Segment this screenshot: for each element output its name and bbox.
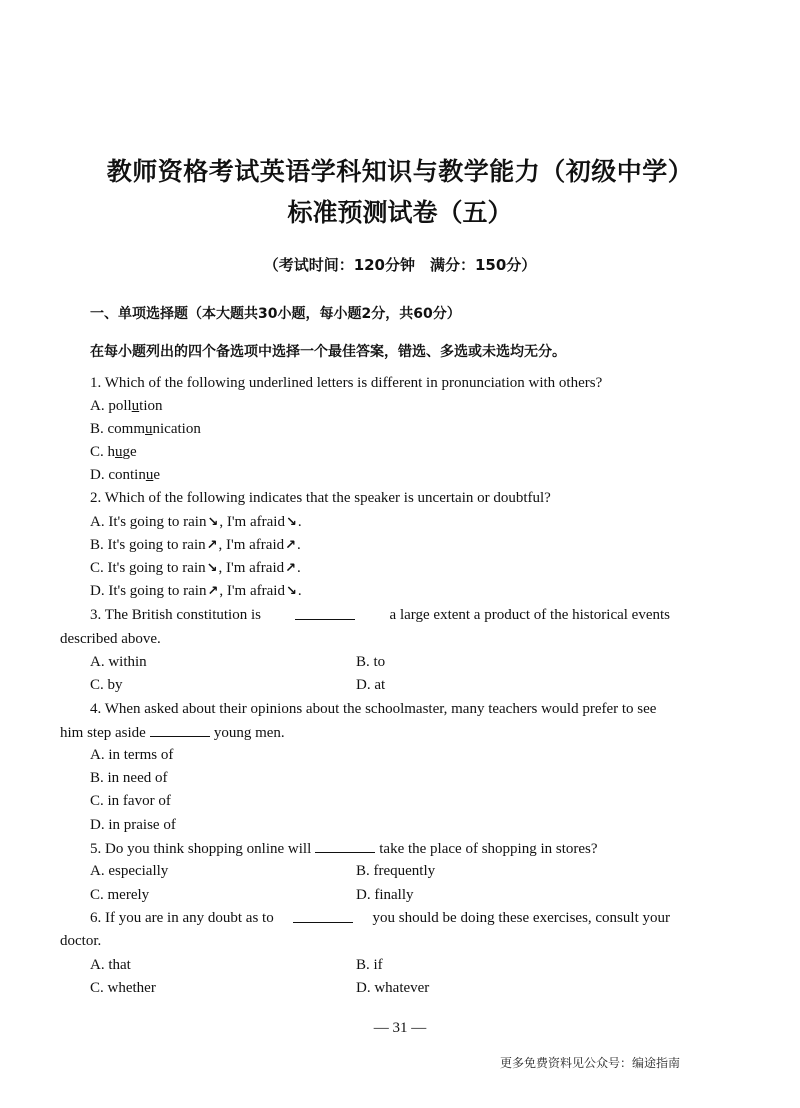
underlined-letter: u bbox=[145, 421, 153, 437]
rising-tone-icon: ↗ bbox=[207, 584, 219, 599]
falling-tone-icon: ↘ bbox=[207, 515, 219, 530]
question-4-option-c: C. in favor of bbox=[90, 793, 171, 809]
option-text: , I'm afraid bbox=[219, 583, 285, 599]
question-4-option-a: A. in terms of bbox=[90, 747, 174, 763]
stem-text: 6. If you are in any doubt as to bbox=[90, 910, 274, 926]
option-text: . bbox=[297, 514, 302, 530]
answer-blank bbox=[315, 840, 375, 853]
exam-info: （考试时间：120分钟 满分：150分） bbox=[263, 256, 537, 274]
question-5-option-b: B. frequently bbox=[356, 863, 436, 879]
option-text: ge bbox=[122, 444, 137, 460]
option-text: A. poll bbox=[90, 398, 132, 414]
falling-tone-icon: ↘ bbox=[285, 584, 297, 599]
question-1-option-b bbox=[90, 421, 201, 438]
question-5-stem bbox=[90, 840, 598, 858]
stem-text: you should be doing these exercises, consult your bbox=[372, 910, 670, 926]
question-2-stem: 2. Which of the following indicates that the speaker is uncertain or doubtful? bbox=[90, 490, 551, 506]
option-text: C. It's going to rain bbox=[90, 560, 206, 576]
underlined-letter: u bbox=[115, 444, 123, 460]
question-3-stem-continued: described above. bbox=[60, 631, 161, 647]
option-text: nication bbox=[152, 421, 201, 437]
option-text: B. It's going to rain bbox=[90, 537, 206, 553]
question-6-option-c: C. whether bbox=[90, 980, 156, 996]
question-3-option-b: B. to bbox=[356, 654, 386, 670]
falling-tone-icon: ↘ bbox=[285, 515, 297, 530]
underlined-letter: u bbox=[131, 398, 140, 414]
question-4-option-d: D. in praise of bbox=[90, 817, 176, 833]
answer-blank bbox=[150, 724, 210, 737]
rising-tone-icon: ↗ bbox=[206, 538, 218, 553]
stem-text: him step aside bbox=[60, 725, 146, 741]
promo-text: 更多免费资料见公众号：编途指南 bbox=[500, 1056, 681, 1070]
answer-blank bbox=[295, 607, 355, 620]
question-3-option-c: C. by bbox=[90, 677, 123, 693]
question-3-option-a: A. within bbox=[90, 654, 147, 670]
question-5-option-a: A. especially bbox=[90, 863, 169, 879]
question-1-option-a bbox=[90, 398, 163, 415]
question-5-option-c: C. merely bbox=[90, 887, 150, 903]
option-text: . bbox=[297, 560, 301, 576]
option-text: , I'm afraid bbox=[218, 537, 285, 553]
section-heading: 一、单项选择题（本大题共30小题，每小题2分，共60分） bbox=[90, 306, 461, 322]
question-5-option-d: D. finally bbox=[356, 887, 414, 903]
option-text: C. h bbox=[90, 444, 116, 460]
paper-subtitle: 标准预测试卷（五） bbox=[287, 198, 513, 227]
section-instruction: 在每小题列出的四个备选项中选择一个最佳答案，错选、多选或未选均无分。 bbox=[90, 344, 566, 360]
question-6-option-d: D. whatever bbox=[356, 980, 430, 996]
answer-blank bbox=[293, 910, 353, 923]
question-1-stem: 1. Which of the following underlined letters is different in pronunciation with others? bbox=[90, 375, 603, 391]
option-text: D. contin bbox=[90, 467, 146, 483]
stem-text: young men. bbox=[213, 725, 285, 741]
question-4-stem-continued bbox=[60, 724, 285, 742]
option-text: A. It's going to rain bbox=[90, 514, 207, 530]
option-text: , I'm afraid bbox=[218, 560, 285, 576]
paper-title: 教师资格考试英语学科知识与教学能力（初级中学） bbox=[106, 157, 694, 186]
question-2-option-d bbox=[90, 583, 302, 600]
stem-text: 3. The British constitution is bbox=[90, 607, 261, 623]
rising-tone-icon: ↗ bbox=[285, 561, 297, 576]
question-1-option-d bbox=[90, 467, 160, 484]
question-2-option-a bbox=[90, 514, 302, 531]
underlined-letter: u bbox=[145, 467, 154, 483]
question-6-stem-continued: doctor. bbox=[60, 933, 102, 949]
question-2-option-b bbox=[90, 537, 301, 554]
option-text: . bbox=[297, 537, 301, 553]
option-text: tion bbox=[139, 398, 163, 414]
stem-text: a large extent a product of the historical events bbox=[389, 607, 670, 623]
question-1-option-c bbox=[90, 444, 137, 461]
option-text: D. It's going to rain bbox=[90, 583, 207, 599]
option-text: e bbox=[153, 467, 160, 483]
option-text: B. comm bbox=[90, 421, 145, 437]
falling-tone-icon: ↘ bbox=[206, 561, 218, 576]
option-text: , I'm afraid bbox=[219, 514, 285, 530]
question-2-option-c bbox=[90, 560, 301, 577]
question-6-option-a: A. that bbox=[90, 957, 131, 973]
question-3-stem bbox=[90, 607, 670, 624]
page-number: — 31 — bbox=[373, 1020, 427, 1036]
stem-text: 5. Do you think shopping online will bbox=[90, 841, 312, 857]
question-3-option-d: D. at bbox=[356, 677, 386, 693]
question-6-option-b: B. if bbox=[356, 957, 383, 973]
question-4-stem: 4. When asked about their opinions about the schoolmaster, many teachers would prefer to see bbox=[90, 701, 657, 717]
option-text: . bbox=[297, 583, 302, 599]
rising-tone-icon: ↗ bbox=[285, 538, 297, 553]
stem-text: take the place of shopping in stores? bbox=[379, 841, 598, 857]
question-4-option-b: B. in need of bbox=[90, 770, 168, 786]
question-6-stem bbox=[90, 910, 670, 927]
